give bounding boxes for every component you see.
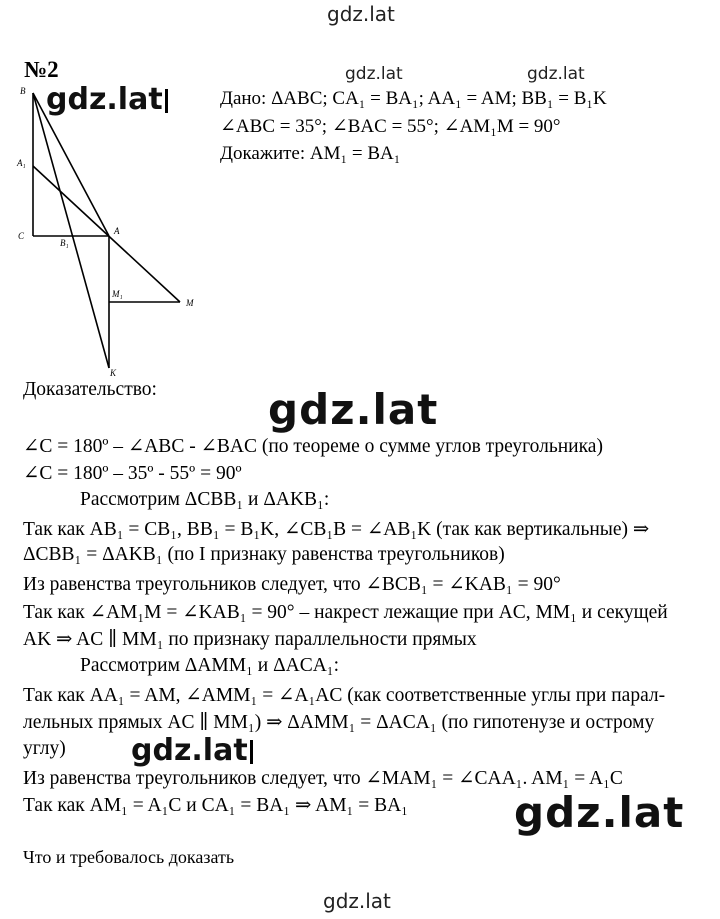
segment-BK [33, 93, 109, 368]
watermark-given-left: gdz.lat [345, 64, 403, 84]
label-K: K [110, 368, 117, 378]
proof-line-10: Так как AA₁ = AM, ∠AMM₁ = ∠A₁AC (как соответственные углы при парал- [23, 685, 666, 706]
watermark-diagram: gdz.lat [46, 82, 168, 117]
label-B: B [20, 86, 26, 96]
proof-heading: Доказательство: [23, 379, 157, 400]
given-line-3: Докажите: AM₁ = BA₁ [220, 143, 401, 164]
label-A1: A₁ [17, 158, 26, 168]
watermark-footer: gdz.lat [323, 889, 391, 913]
proof-line-9: Рассмотрим ΔAMM₁ и ΔACA₁: [80, 655, 340, 676]
watermark-bottom-right: gdz.lat [514, 788, 685, 837]
proof-line-1: ∠C = 180º – ∠ABC - ∠BAC (по теореме о сумме углов треугольника) [23, 436, 603, 457]
proof-line-2: ∠C = 180º – 35º - 55º = 90º [23, 463, 242, 484]
watermark-cursor-mark-2 [250, 740, 253, 764]
label-B1: B₁ [60, 238, 69, 248]
segment-BA [33, 93, 109, 236]
proof-line-7: Так как ∠AM₁M = ∠KAB₁ = 90° – накрест лежащие при AC, MM₁ и секущей [23, 602, 668, 623]
segment-A1M [33, 166, 180, 302]
proof-conclusion: Что и требовалось доказать [23, 847, 235, 867]
proof-line-13: Из равенства треугольников следует, что ∠MAM₁ = ∠CAA₁. AM₁ = A₁C [23, 768, 623, 789]
proof-line-14: Так как AM₁ = A₁C и CA₁ = BA₁ ⇒ AM₁ = BA₁ [23, 795, 408, 816]
proof-line-3: Рассмотрим ΔCBB₁ и ΔAKB₁: [80, 489, 330, 510]
given-line-1: Дано: ΔABC; CA₁ = BA₁; AA₁ = AM; BB₁ = B₁K [220, 88, 607, 109]
label-M1: M₁ [112, 289, 123, 299]
label-A: A [114, 226, 120, 236]
watermark-given-right: gdz.lat [527, 64, 585, 84]
watermark-middle-left: gdz.lat [131, 733, 253, 768]
geometry-diagram [14, 80, 214, 380]
proof-line-12: углу) [23, 738, 66, 759]
given-line-2: ∠ABC = 35°; ∠BAC = 55°; ∠AM₁M = 90° [220, 116, 561, 137]
label-C: C [18, 231, 25, 241]
problem-number: №2 [24, 57, 59, 82]
proof-line-4: Так как AB₁ = CB₁, BB₁ = B₁K, ∠CB₁B = ∠AB₁K (так как вертикальные) ⇒ [23, 519, 650, 540]
label-M: M [186, 298, 194, 308]
proof-line-8: AK ⇒ AC ∥ MM₁ по признаку параллельности прямых [23, 629, 477, 650]
proof-line-11: лельных прямых AC ∥ MM₁) ⇒ ΔAMM₁ = ΔACA₁ (по гипотенузе и острому [23, 712, 655, 733]
watermark-center: gdz.lat [268, 385, 439, 434]
proof-line-6: Из равенства треугольников следует, что ∠BCB₁ = ∠KAB₁ = 90° [23, 574, 561, 595]
proof-line-5: ΔCBB₁ = ΔAKB₁ (по I признаку равенства треугольников) [23, 544, 505, 565]
watermark-top: gdz.lat [327, 2, 395, 26]
